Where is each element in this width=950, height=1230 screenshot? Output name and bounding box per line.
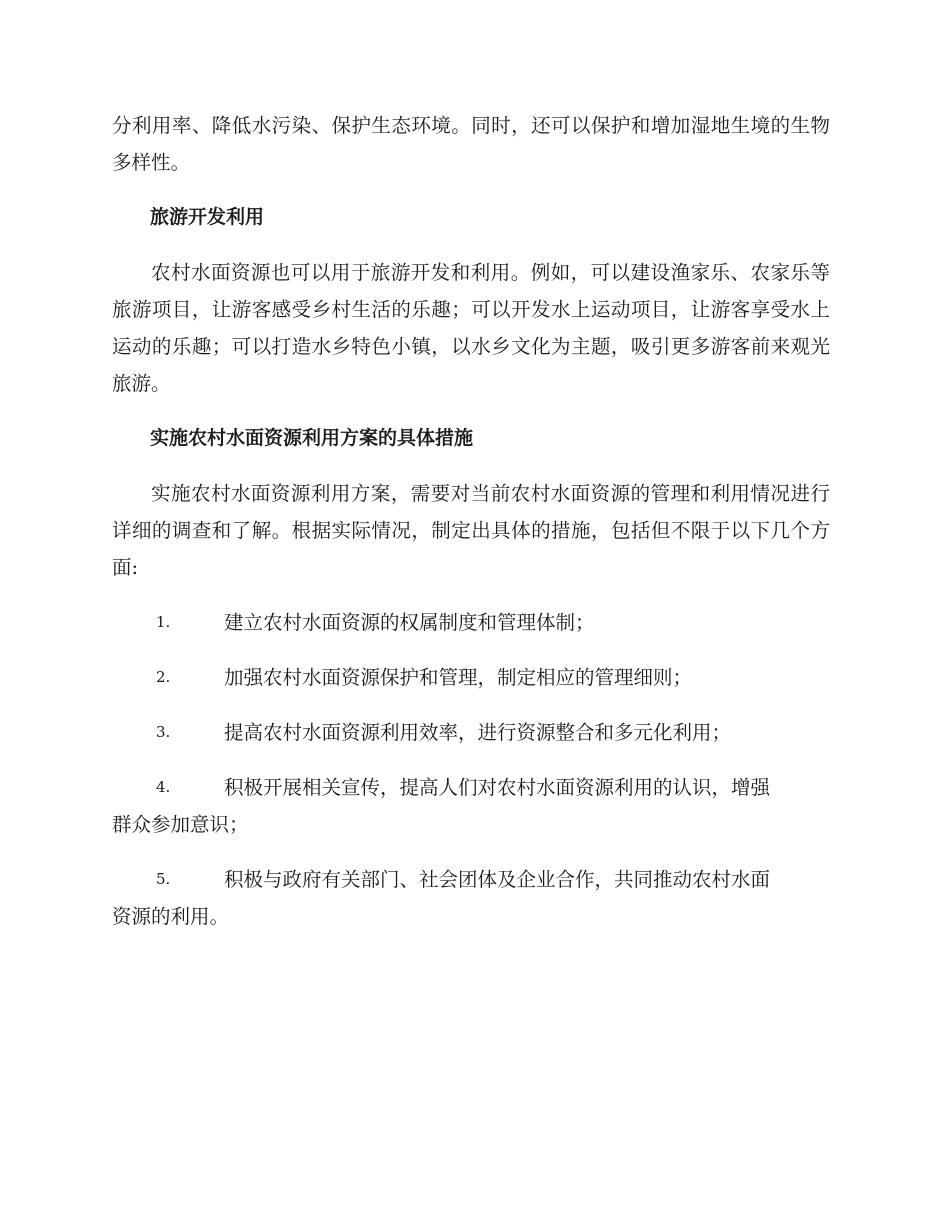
list-item — [112, 604, 830, 641]
list-item-text: 积极开展相关宣传，提高人们对农村水面资源利用的认识，增强 — [224, 776, 771, 799]
list-item-text: 建立农村水面资源的权属制度和管理体制； — [224, 611, 595, 634]
section-heading-measures: 实施农村水面资源利用方案的具体措施 — [150, 427, 474, 449]
list-item — [112, 769, 830, 843]
list-item-continuation: 群众参加意识； — [112, 813, 249, 836]
list-item-number: 5. — [156, 870, 171, 888]
list-item-number: 1. — [156, 613, 171, 631]
list-item-continuation: 资源的利用。 — [112, 905, 230, 928]
document-page — [112, 107, 830, 935]
list-item-text: 提高农村水面资源利用效率，进行资源整合和多元化利用； — [224, 721, 732, 744]
list-item-text: 积极与政府有关部门、社会团体及企业合作，共同推动农村水面 — [224, 868, 771, 891]
list-item — [112, 861, 830, 935]
list-item-text: 加强农村水面资源保护和管理，制定相应的管理细则； — [224, 666, 693, 689]
list-item — [112, 714, 830, 751]
list-item — [112, 659, 830, 696]
measures-paragraph: 实施农村水面资源利用方案，需要对当前农村水面资源的管理和利用情况进行详细的调查和了解。根据实际情况，制定出具体的措施，包括但不限于以下几个方面: — [112, 482, 830, 579]
intro-paragraph: 分利用率、降低水污染、保护生态环境。同时，还可以保护和增加湿地生境的生物多样性。 — [112, 114, 830, 174]
list-item-number: 3. — [156, 723, 171, 741]
list-item-number: 2. — [156, 668, 171, 686]
tourism-paragraph: 农村水面资源也可以用于旅游开发和利用。例如，可以建设渔家乐、农家乐等旅游项目，让游客感受乡村生活的乐趣；可以开发水上运动项目，让游客享受水上运动的乐趣；可以打造水乡特色小镇，以水乡文化为主题，吸引更多游客前来观光旅游。 — [112, 261, 830, 395]
list-item-number: 4. — [156, 778, 171, 796]
section-heading-tourism: 旅游开发利用 — [150, 206, 265, 228]
